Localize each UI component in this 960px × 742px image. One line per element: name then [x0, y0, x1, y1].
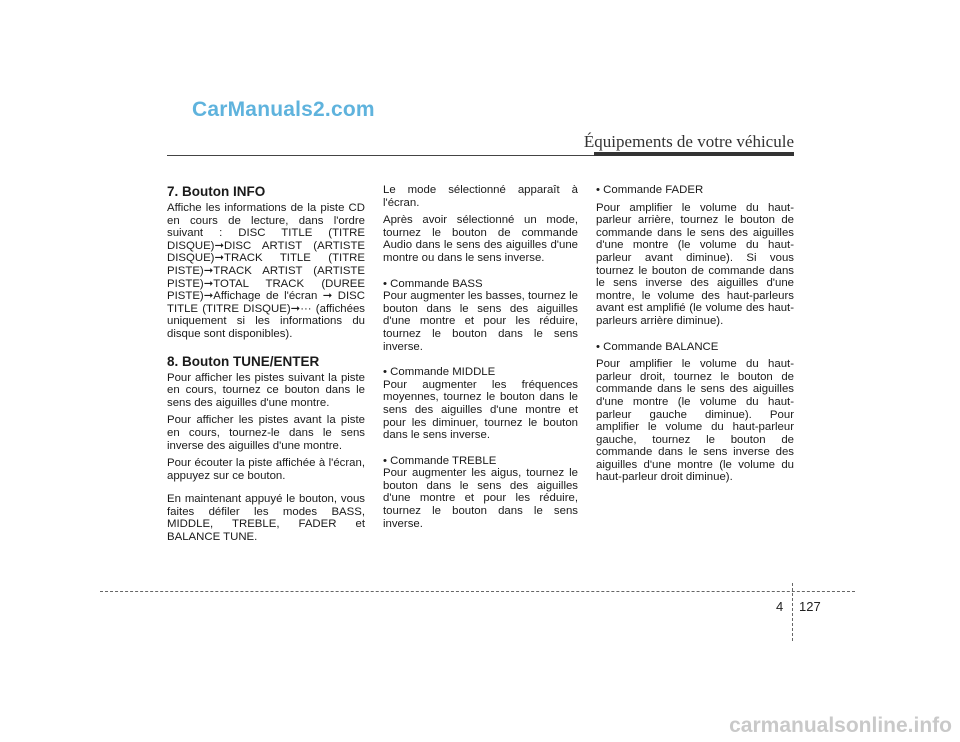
footer-dashed-rule	[100, 591, 855, 592]
header-rule-accent	[594, 152, 794, 156]
treble-text: Pour augmenter les aigus, tournez le bouton dans le sens des aiguilles d'une montre et pour les réduire, tournez le bouton dans le sens inverse.	[383, 467, 578, 530]
column-left	[167, 184, 365, 544]
paragraph-tune-3: Pour écouter la piste affichée à l'écran, appuyez sur ce bouton.	[167, 457, 365, 482]
bass-title: • Commande BASS	[383, 277, 483, 290]
fader-title: • Commande FADER	[596, 184, 704, 196]
paragraph-mode-1: Le mode sélectionné apparaît à l'écran.	[383, 184, 578, 209]
watermark-logo-bottom: carmanualsonline.info	[729, 714, 952, 737]
fader-text: Pour amplifier le volume du haut-parleur arrière, tournez le bouton de commande dans le sens des aiguilles d'une montre (le volume du haut-parleur avant diminue). Si vous tournez le bouton de commande dans le sens inverse des aiguilles d'une montre, le volume des haut-parleurs avant est amplifié (le volume des haut-parleurs arrière diminue).	[596, 201, 794, 327]
footer-vertical-rule	[792, 583, 793, 641]
column-right	[596, 184, 794, 484]
heading-tune-enter-button: 8. Bouton TUNE/ENTER	[167, 353, 320, 369]
paragraph-tune-4: En maintenant appuyé le bouton, vous faites défiler les modes BASS, MIDDLE, TREBLE, FADER et BALANCE TUNE.	[167, 493, 365, 544]
paragraph-tune-2: Pour afficher les pistes avant la piste en cours, tournez-le dans le sens inverse des aiguilles d'une montre.	[167, 414, 365, 452]
middle-text: Pour augmenter les fréquences moyennes, tournez le bouton dans le sens des aiguilles d'une montre et pour les diminuer, tournez le bouton dans le sens inverse.	[383, 378, 578, 442]
chapter-number: 4	[776, 599, 784, 614]
watermark-logo-top: CarManuals2.com	[192, 98, 375, 121]
column-middle	[383, 184, 578, 530]
balance-text: Pour amplifier le volume du haut-parleur droit, tournez le bouton de commande dans le sens des aiguilles d'une montre (le volume du haut-parleur gauche diminue). Pour amplifier le volume du haut-parleur gauche, tournez le bouton de commande dans le sens inverse des aiguilles d'une montre (le volume du haut-parleur droit diminue).	[596, 358, 794, 484]
bass-text: Pour augmenter les basses, tournez le bouton dans le sens des aiguilles d'une montre et pour les réduire, tournez le bouton dans le sens inverse.	[383, 290, 579, 353]
balance-title: • Commande BALANCE	[596, 340, 719, 353]
paragraph-info: Affiche les informations de la piste CD en cours de lecture, dans l'ordre suivant : DISC TITLE (TITRE DISQUE)➞DISC ARTIST (ARTISTE DISQUE)➞TRACK TITLE (TITRE PISTE)➞TRACK ARTIST (ARTISTE PISTE)➞TOTAL TRACK (DUREE PISTE)➞Affichage de l'écran ➞ DISC TITLE (TITRE DISQUE)➞··· (affichées uniquement si les informations du disque sont disponibles).	[167, 202, 365, 340]
page-number: 127	[799, 599, 821, 614]
middle-title: • Commande MIDDLE	[383, 366, 496, 379]
paragraph-tune-1: Pour afficher les pistes suivant la piste en cours, tournez ce bouton dans le sens des aiguilles d'une montre.	[167, 371, 365, 409]
section-title: Équipements de votre véhicule	[583, 132, 794, 151]
paragraph-mode-2: Après avoir sélectionné un mode, tournez le bouton de commande Audio dans le sens des aiguilles d'une montre ou dans le sens inverse.	[383, 214, 578, 264]
heading-info-button: 7. Bouton INFO	[167, 184, 266, 199]
treble-title: • Commande TREBLE	[383, 454, 497, 467]
